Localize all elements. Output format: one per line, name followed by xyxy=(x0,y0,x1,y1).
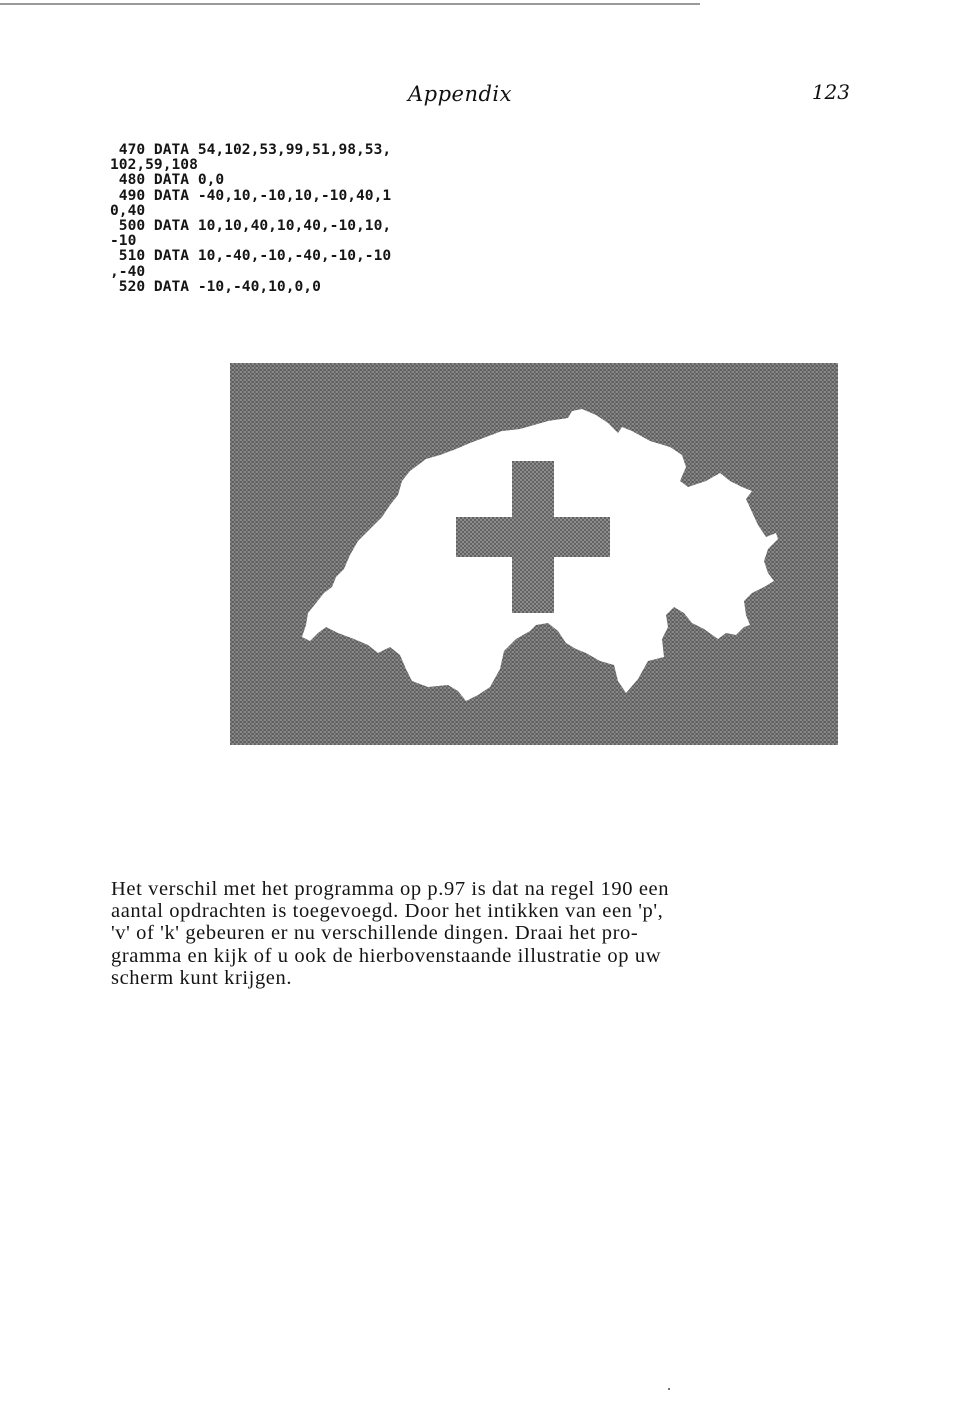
page-number: 123 xyxy=(811,80,850,104)
listing-line: 470 DATA 54,102,53,99,51,98,53, xyxy=(110,141,392,158)
listing-line: 510 DATA 10,-40,-10,-40,-10,-10 xyxy=(110,247,392,265)
listing-line: -10 xyxy=(110,232,137,250)
listing-line: ,-40 xyxy=(110,262,146,280)
body-line: aantal opdrachten is toegevoegd. Door het intikken van een 'p', xyxy=(111,900,664,923)
body-line: scherm kunt krijgen. xyxy=(111,966,293,989)
listing-line: 500 DATA 10,10,40,10,40,-10,10, xyxy=(110,216,392,234)
listing-line: 480 DATA 0,0 xyxy=(110,171,225,189)
swiss-map-illustration xyxy=(230,363,838,745)
top-rule xyxy=(0,3,700,5)
body-line: gramma en kijk of u ook de hierbovenstaande illustratie op uw xyxy=(111,944,662,967)
basic-listing xyxy=(110,142,540,294)
body-line: Het verschil met het programma op p.97 is dat na regel 190 een xyxy=(111,878,670,900)
listing-line: 0,40 xyxy=(110,201,146,219)
swiss-map-svg xyxy=(230,363,838,745)
cross-horizontal-bar xyxy=(456,517,610,557)
body-paragraph xyxy=(111,878,811,989)
running-head: Appendix xyxy=(407,82,512,106)
body-line: 'v' of 'k' gebeuren er nu verschillende dingen. Draai het pro- xyxy=(111,922,639,945)
listing-line: 520 DATA -10,-40,10,0,0 xyxy=(110,277,321,295)
listing-line: 102,59,108 xyxy=(110,156,198,174)
listing-line: 490 DATA -40,10,-10,10,-10,40,1 xyxy=(110,186,392,204)
scan-speck xyxy=(668,1388,670,1390)
